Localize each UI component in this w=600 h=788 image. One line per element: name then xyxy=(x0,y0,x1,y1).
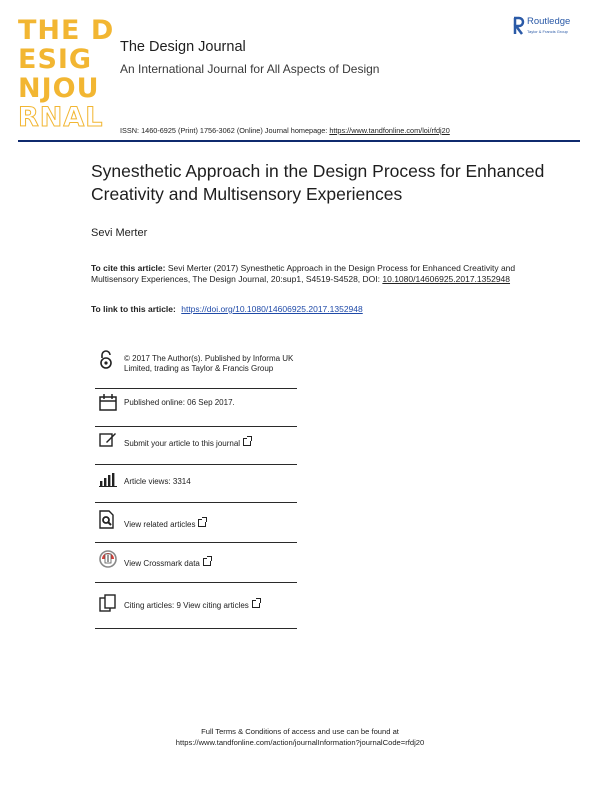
submit-article-link[interactable] xyxy=(124,438,251,449)
crossmark-link[interactable] xyxy=(124,558,211,569)
citation-block xyxy=(91,263,521,285)
crossmark-row[interactable] xyxy=(95,542,297,583)
bar-chart-icon xyxy=(99,473,117,487)
related-label: View related articles xyxy=(124,520,196,529)
citing-articles-link[interactable] xyxy=(124,600,260,611)
issn-text: ISSN: 1460-6925 (Print) 1756-3062 (Online) Journal homepage: xyxy=(120,126,328,135)
article-doi-link[interactable]: https://doi.org/10.1080/14606925.2017.1352948 xyxy=(181,304,363,314)
journal-cover-logo xyxy=(18,15,115,138)
citing-row[interactable] xyxy=(95,582,297,629)
cite-text: Sevi Merter (2017) Synesthetic Approach in the Design Process for Enhanced Creativity and Multisensory Experiences, The Design Journal, 20:sup1, S4519-S4528, DOI: xyxy=(91,263,516,284)
cover-line-2: ESIG xyxy=(18,44,93,75)
license-row xyxy=(95,346,297,389)
publisher-tagline: Taylor & Francis Group xyxy=(527,29,568,34)
edit-icon xyxy=(99,431,117,448)
issn-line xyxy=(120,126,450,135)
journal-homepage-link[interactable]: https://www.tandfonline.com/loi/rfdj20 xyxy=(329,126,450,135)
publisher-name: Routledge xyxy=(527,16,571,27)
related-articles-icon xyxy=(99,510,115,529)
license-text: © 2017 The Author(s). Published by Informa UK Limited, trading as Taylor & Francis Group xyxy=(124,354,294,373)
journal-subtitle: An International Journal for All Aspects of Design xyxy=(120,62,380,76)
cover-line-1: THE D xyxy=(18,15,115,46)
cite-label: To cite this article: xyxy=(91,263,166,273)
external-link-icon xyxy=(203,558,211,566)
routledge-r-icon xyxy=(512,16,525,36)
external-link-icon xyxy=(252,600,260,608)
open-access-icon xyxy=(99,350,113,370)
journal-title: The Design Journal xyxy=(120,39,246,55)
article-title: Synesthetic Approach in the Design Process for Enhanced Creativity and Multisensory Experiences xyxy=(91,161,545,204)
cite-doi[interactable]: 10.1080/14606925.2017.1352948 xyxy=(382,274,511,284)
published-row xyxy=(95,388,297,427)
related-articles-link[interactable] xyxy=(124,519,206,530)
footer-line-1: Full Terms & Conditions of access and use can be found at xyxy=(201,727,399,736)
article-views: Article views: 3314 xyxy=(124,477,191,486)
submit-row[interactable] xyxy=(95,426,297,465)
calendar-icon xyxy=(99,394,117,411)
external-link-icon xyxy=(243,438,251,446)
crossmark-icon xyxy=(99,549,117,569)
citing-label: Citing articles: 9 View citing articles xyxy=(124,601,249,610)
cover-line-4: RNAL xyxy=(18,102,104,133)
submit-label: Submit your article to this journal xyxy=(124,439,241,448)
footer xyxy=(0,726,600,748)
external-link-icon xyxy=(198,519,206,527)
views-row xyxy=(95,464,297,503)
header-divider xyxy=(18,140,580,142)
article-link-block xyxy=(91,304,363,314)
related-row[interactable] xyxy=(95,502,297,543)
author-name: Sevi Merter xyxy=(91,227,148,239)
footer-terms-link[interactable]: https://www.tandfonline.com/action/journalInformation?journalCode=rfdj20 xyxy=(175,738,425,747)
cover-line-3: NJOU xyxy=(18,73,100,104)
link-label: To link to this article: xyxy=(91,304,176,314)
crossmark-label: View Crossmark data xyxy=(124,559,200,568)
citing-articles-icon xyxy=(99,594,117,612)
published-date: Published online: 06 Sep 2017. xyxy=(124,398,235,407)
